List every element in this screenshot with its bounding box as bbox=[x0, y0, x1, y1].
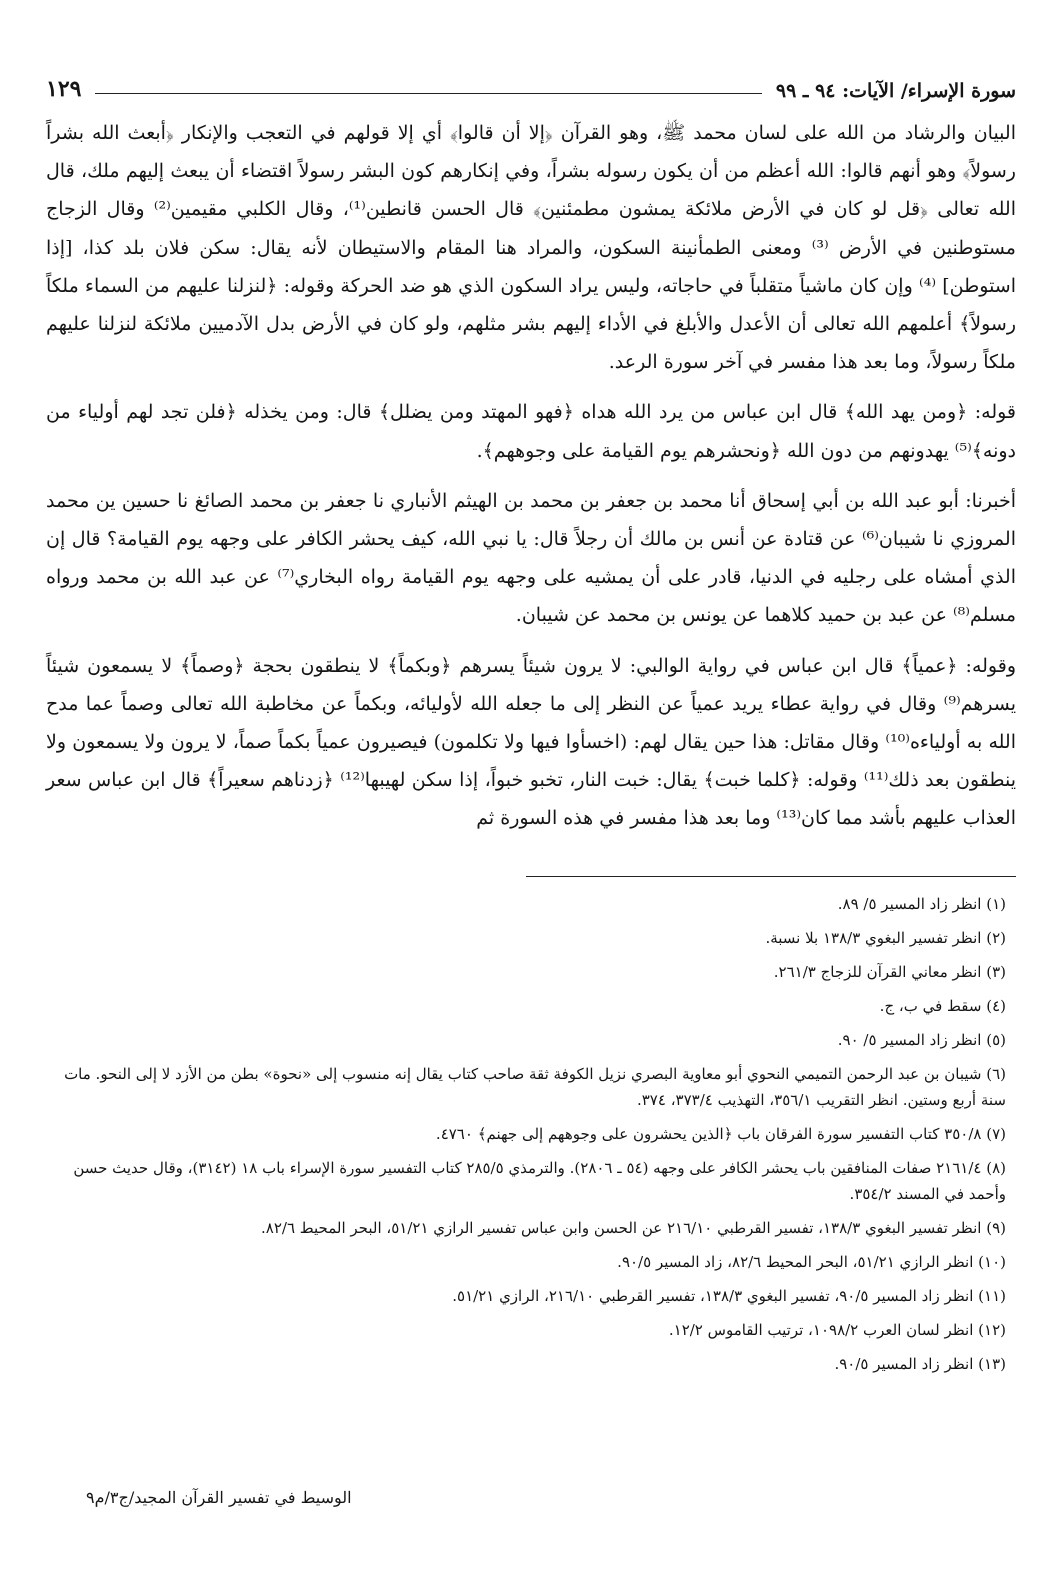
footnote: (٦) شيبان بن عبد الرحمن التميمي النحوي أبو معاوية البصري نزيل الكوفة ثقة صاحب كتاب يقال إنه منسوب إلى «نحوة» بطن من الأزد لا إلى النحو. مات سنة أربع وستين. انظر التقريب ٣٥٦/١، التهذيب ٣٧٣/٤، ٣٧٤. bbox=[64, 1064, 1006, 1109]
header-rule bbox=[95, 93, 761, 94]
footnote: (١٣) انظر زاد المسير ٩٠/٥. bbox=[834, 1354, 1006, 1373]
page-signature: الوسيط في تفسير القرآن المجيد/ج٣/م٩ bbox=[86, 1488, 352, 1507]
paragraph: وقوله: ﴿عمياً﴾ قال ابن عباس في رواية الوالبي: لا يرون شيئاً يسرهم ﴿وبكماً﴾ لا ينطقون بحجة ﴿وصماً﴾ لا يسمعون شيئاً يسرهم⁽⁹⁾ وقال في رواية عطاء يريد عمياً عن النظر إلى ما جعله الله لأوليائه، وبكماً عن مخاطبة الله تعالى وصماً عما مدح الله به أولياءه⁽¹⁰⁾ وقال مقاتل: هذا حين يقال لهم: (اخسأوا فيها ولا تكلمون) فيصيرون عمياً بكماً صماً، لا يرون ولا يسمعون ولا ينطقون بعد ذلك⁽¹¹⁾ وقوله: ﴿كلما خبت﴾ يقال: خبت النار، تخبو خبواً، إذا سكن لهيبها⁽¹²⁾ ﴿زدناهم سعيراً﴾ قال ابن عباس سعر العذاب عليهم بأشد مما كان⁽¹³⁾ وما بعد هذا مفسر في هذه السورة ثم bbox=[46, 654, 1016, 830]
paragraph: أخبرنا: أبو عبد الله بن أبي إسحاق أنا محمد بن جعفر بن محمد بن الهيثم الأنباري نا جعفر بن محمد الصائغ نا حسين ين محمد المروزي نا شيبان⁽⁶⁾ عن قتادة عن أنس بن مالك أن رجلاً قال: يا نبي الله، كيف يحشر الكافر على وجهه يوم القيامة؟ قال إن الذي أمشاه على رجليه في الدنيا، قادر على أن يمشيه على وجهه يوم القيامة رواه البخاري⁽⁷⁾ عن عبد الله بن محمد ورواه مسلم⁽⁸⁾ عن عبد بن حميد كلاهما عن يونس بن محمد عن شيبان. bbox=[46, 489, 1016, 627]
footnote: (٥) انظر زاد المسير ٥/ ٩٠. bbox=[837, 1030, 1006, 1049]
surah-title: سورة الإسراء/ الآيات: ٩٤ ـ ٩٩ bbox=[775, 80, 1016, 102]
footnote-divider bbox=[526, 876, 1016, 877]
paragraph: البيان والرشاد من الله على لسان محمد ﷺ، وهو القرآن ﴿إلا أن قالوا﴾ أي إلا قولهم في التعجب والإنكار ﴿أبعث الله بشراً رسولاً﴾ وهو أنهم قالوا: الله أعظم من أن يكون رسوله بشراً، وفي إنكارهم كون البشر رسولاً اقتضاء أن يبعث إليهم ملك، قال الله تعالى ﴿قل لو كان في الأرض ملائكة يمشون مطمئنين﴾ قال الحسن قانطين⁽¹⁾، وقال الكلبي مقيمين⁽²⁾ وقال الزجاج مستوطنين في الأرض ⁽³⁾ ومعنى الطمأنينة السكون، والمراد هنا المقام والاستيطان لأنه يقال: سكن فلان بلد كذا، [إذا استوطن] ⁽⁴⁾ وإن كان ماشياً متقلباً في حاجاته، وليس يراد السكون الذي هو ضد الحركة وقوله: ﴿لنزلنا عليهم من السماء ملكاً رسولاً﴾ أعلمهم الله تعالى أن الأعدل والأبلغ في الأداء إليهم بشر مثلهم، ولو كان في الأرض بدل الآدميين ملائكة لنزلنا عليهم ملكاً رسولاً، وما بعد هذا مفسر في آخر سورة الرعد. bbox=[46, 122, 1017, 374]
footnote: (١٠) انظر الرازي ٥١/٢١، البحر المحيط ٨٢/٦، زاد المسير ٩٠/٥. bbox=[617, 1252, 1006, 1271]
footnote: (١٢) انظر لسان العرب ١٠٩٨/٢، ترتيب القاموس ١٢/٢. bbox=[668, 1320, 1006, 1339]
paragraph: قوله: ﴿ومن يهد الله﴾ قال ابن عباس من يرد الله هداه ﴿فهو المهتد ومن يضلل﴾ قال: ومن يخذله ﴿فلن تجد لهم أولياء من دونه﴾⁽⁵⁾ يهدونهم من دون الله ﴿ونحشرهم يوم القيامة على وجوههم﴾. bbox=[46, 401, 1017, 462]
page-number: ١٢٩ bbox=[46, 76, 82, 102]
footnote: (٣) انظر معاني القرآن للزجاج ٢٦١/٣. bbox=[773, 962, 1006, 981]
footnote: (٢) انظر تفسير البغوي ١٣٨/٣ بلا نسبة. bbox=[765, 928, 1006, 947]
footnote: (١) انظر زاد المسير ٥/ ٨٩. bbox=[837, 894, 1006, 913]
footnote: (٧) ٣٥٠/٨ كتاب التفسير سورة الفرقان باب ﴿الذين يحشرون على وجوههم إلى جهنم﴾ ٤٧٦٠. bbox=[435, 1124, 1006, 1143]
footnote: (١١) انظر زاد المسير ٩٠/٥، تفسير البغوي ١٣٨/٣، تفسير القرطبي ٢١٦/١٠، الرازي ٥١/٢١. bbox=[452, 1286, 1006, 1305]
main-text bbox=[46, 114, 1016, 838]
footnotes-list bbox=[46, 887, 1016, 1381]
footnote: (٨) ٢١٦١/٤ صفات المنافقين باب يحشر الكافر على وجهه (٥٤ ـ ٢٨٠٦). والترمذي ٢٨٥/٥ كتاب التفسير سورة الإسراء باب ١٨ (٣١٤٢)، وقال حديث حسن وأحمد في المسند ٣٥٤/٢. bbox=[73, 1158, 1006, 1203]
page-header bbox=[46, 66, 1016, 102]
footnote: (٩) انظر تفسير البغوي ١٣٨/٣، تفسير القرطبي ٢١٦/١٠ عن الحسن وابن عباس تفسير الرازي ٥١/٢١، البحر المحيط ٨٢/٦. bbox=[261, 1218, 1006, 1237]
footnote: (٤) سقط في ب، ج. bbox=[879, 996, 1006, 1015]
